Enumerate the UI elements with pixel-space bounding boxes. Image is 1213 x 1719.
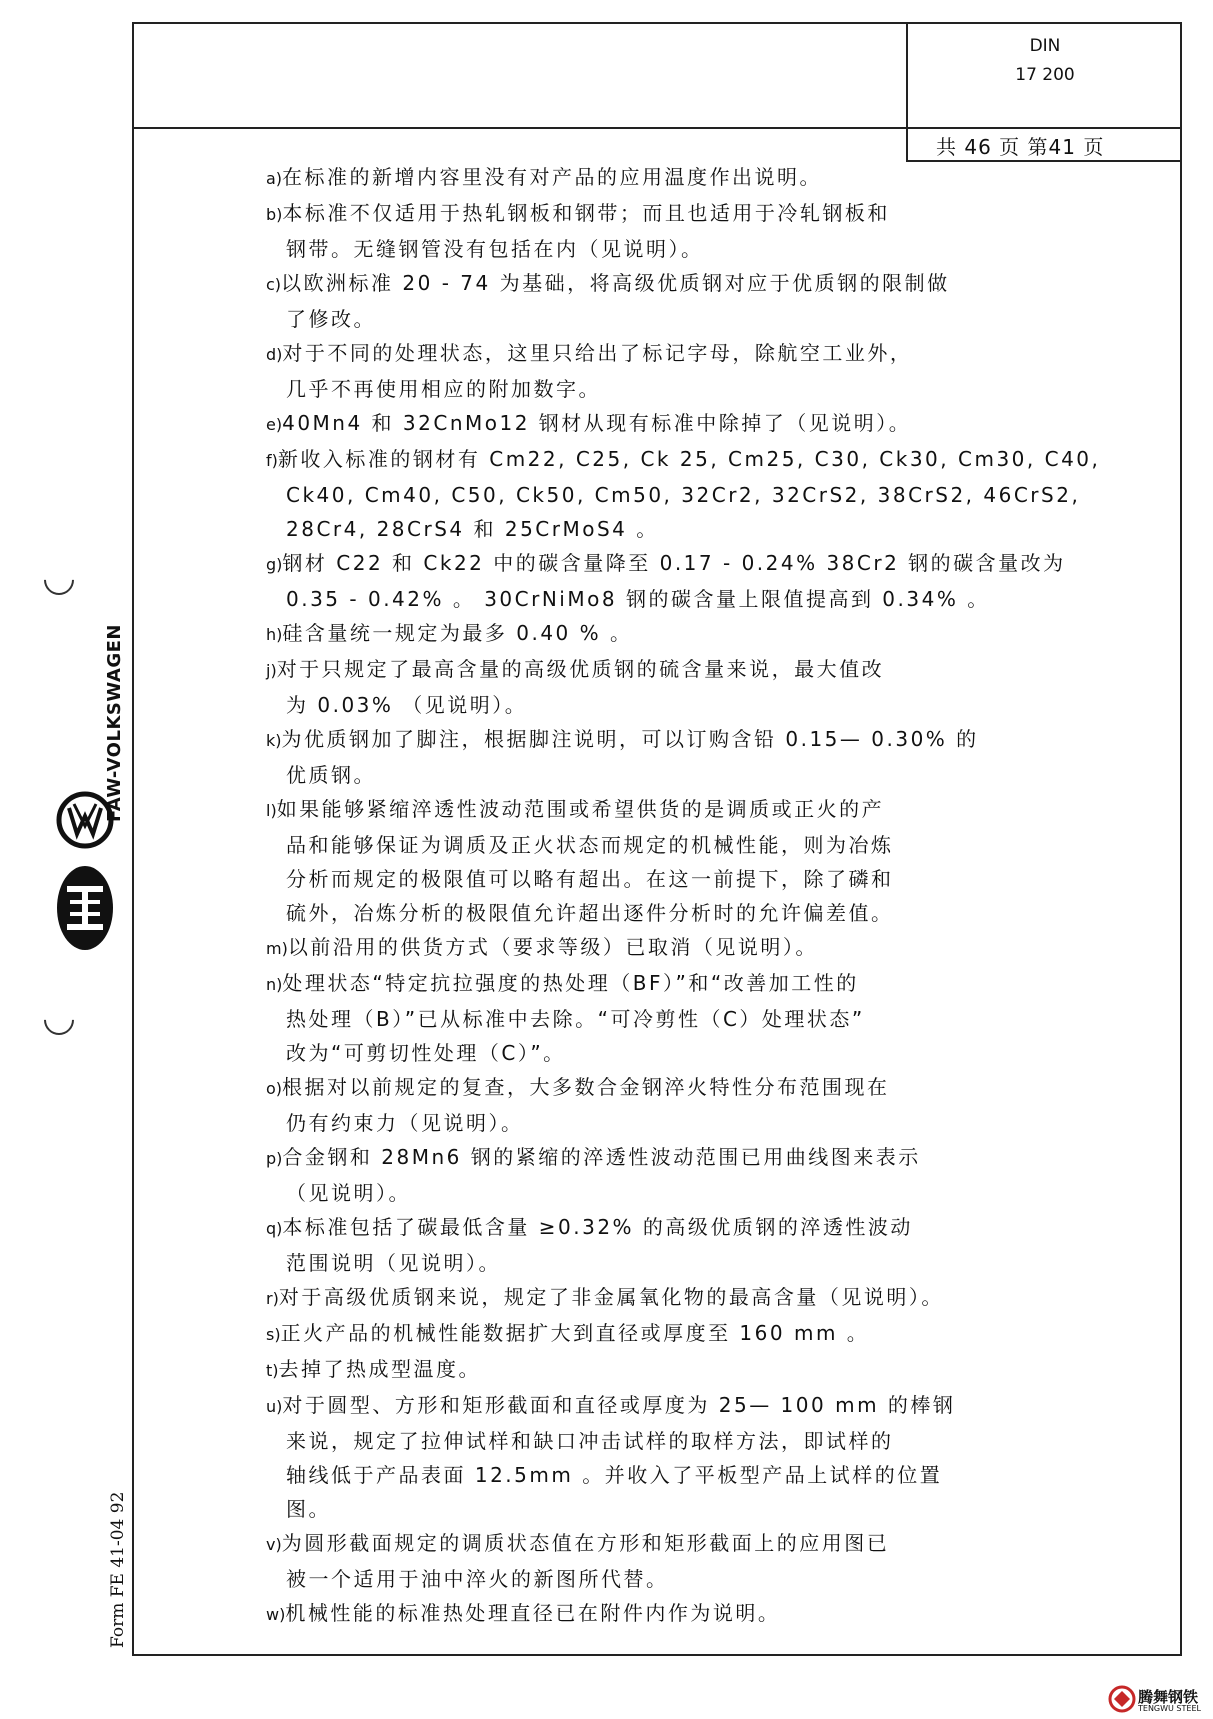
item-label: g) [266, 555, 283, 574]
item-first-line [266, 792, 1066, 828]
standard-line-2: 17 200 [1015, 65, 1075, 85]
punch-hole-bottom [38, 999, 80, 1041]
form-number: Form FE 41-04 92 [108, 1491, 128, 1648]
item-continuation-line [266, 862, 1066, 896]
list-item [266, 1596, 1066, 1632]
item-label: n) [266, 975, 283, 994]
item-text: 对于高级优质钢来说，规定了非金属氧化物的最高含量（见说明）。 [278, 1285, 944, 1309]
item-text: 被一个适用于油中淬火的新图所代替。 [286, 1567, 669, 1591]
item-continuation-line [266, 1036, 1066, 1070]
item-label: p) [266, 1149, 283, 1168]
item-first-line [266, 1210, 1066, 1246]
item-continuation-line [266, 1246, 1066, 1280]
item-text: 优质钢。 [286, 763, 376, 787]
item-first-line [266, 1596, 1066, 1632]
item-continuation-line [266, 1424, 1066, 1458]
list-item [266, 546, 1066, 616]
list-item [266, 336, 1066, 406]
item-first-line [266, 196, 1066, 232]
item-first-line [266, 266, 1066, 302]
item-first-line [266, 1352, 1066, 1388]
item-text: 分析而规定的极限值可以略有超出。在这一前提下，除了磷和 [286, 867, 894, 891]
item-continuation-line [266, 232, 1066, 266]
item-text: 范围说明（见说明）。 [286, 1251, 501, 1275]
list-item [266, 1280, 1066, 1316]
item-label: o) [266, 1079, 283, 1098]
list-item [266, 616, 1066, 652]
item-label: v) [266, 1535, 282, 1554]
item-text: 机械性能的标准热处理直径已在附件内作为说明。 [285, 1601, 781, 1625]
item-text: Ck40, Cm40, C50, Ck50, Cm50, 32Cr2, 32CrS2, 38CrS2, 46CrS2, [286, 483, 1081, 507]
list-item [266, 652, 1066, 722]
item-label: s) [266, 1325, 281, 1344]
item-text: 为 0.03% （见说明）。 [286, 693, 528, 717]
item-text: 根据对以前规定的复查，大多数合金钢淬火特性分布范围现在 [282, 1075, 890, 1099]
item-text: 40Mn4 和 32CnMo12 钢材从现有标准中除掉了（见说明）。 [282, 411, 912, 435]
standard-number [908, 32, 1182, 90]
standard-box [906, 24, 1182, 127]
item-label: a) [266, 169, 283, 188]
item-first-line [266, 1280, 1066, 1316]
item-first-line [266, 930, 1066, 966]
list-item [266, 1316, 1066, 1352]
item-first-line [266, 160, 1066, 196]
page-info: 共 46 页 第41 页 [936, 135, 1105, 159]
page-counter-box [906, 127, 1182, 162]
item-text: 对于圆型、方形和矩形截面和直径或厚度为 25— 100 mm 的棒钢 [282, 1393, 956, 1417]
brand-name: FAW-VOLKSWAGEN [104, 624, 125, 822]
item-text: 硫外，冶炼分析的极限值允许超出逐件分析时的允许偏差值。 [286, 901, 894, 925]
list-item [266, 1210, 1066, 1280]
list-item [266, 266, 1066, 336]
item-continuation-line [266, 512, 1066, 546]
item-first-line [266, 652, 1066, 688]
item-label: q) [266, 1219, 283, 1238]
item-continuation-line [266, 1106, 1066, 1140]
item-text: 处理状态“特定抗拉强度的热处理（BF）”和“改善加工性的 [282, 971, 859, 995]
item-text: 如果能够紧缩淬透性波动范围或希望供货的是调质或正火的产 [276, 797, 885, 821]
item-text: 去掉了热成型温度。 [278, 1357, 482, 1381]
item-first-line [266, 406, 1066, 442]
item-first-line [266, 1140, 1066, 1176]
item-text: 仍有约束力（见说明）。 [286, 1111, 524, 1135]
list-item [266, 406, 1066, 442]
item-text: 钢带。无缝钢管没有包括在内（见说明）。 [286, 237, 704, 261]
item-text: 改为“可剪切性处理（C）”。 [286, 1041, 566, 1065]
list-item [266, 722, 1066, 792]
list-item [266, 1352, 1066, 1388]
item-text: 以前沿用的供货方式（要求等级）已取消（见说明）。 [287, 935, 818, 959]
item-first-line [266, 442, 1101, 478]
item-text: 正火产品的机械性能数据扩大到直径或厚度至 160 mm 。 [280, 1321, 870, 1345]
footer-brand-name: 腾舞钢铁 [1138, 1688, 1199, 1706]
item-text: 图。 [286, 1497, 331, 1521]
item-label: l) [266, 801, 277, 820]
item-first-line [266, 722, 1066, 758]
item-text: 来说，规定了拉伸试样和缺口冲击试样的取样方法，即试样的 [286, 1429, 894, 1453]
item-text: 了修改。 [286, 307, 376, 331]
item-continuation-line [266, 582, 1066, 616]
item-label: f) [266, 451, 278, 470]
item-continuation-line [266, 758, 1066, 792]
item-text: 在标准的新增内容里没有对产品的应用温度作出说明。 [282, 165, 823, 189]
item-first-line [266, 1388, 1066, 1424]
item-text: 几乎不再使用相应的附加数字。 [286, 377, 601, 401]
item-text: 为优质钢加了脚注，根据脚注说明，可以订购含铅 0.15— 0.30% 的 [281, 727, 979, 751]
item-label: d) [266, 345, 283, 364]
item-label: t) [266, 1361, 279, 1380]
item-label: m) [266, 939, 288, 958]
item-label: h) [266, 625, 283, 644]
item-text: 轴线低于产品表面 12.5mm 。并收入了平板型产品上试样的位置 [286, 1463, 943, 1487]
punch-hole-top [38, 559, 80, 601]
list-item [266, 1140, 1066, 1210]
list-item [266, 930, 1066, 966]
list-item [266, 442, 1101, 546]
item-label: r) [266, 1289, 279, 1308]
item-text: 为圆形截面规定的调质状态值在方形和矩形截面上的应用图已 [281, 1531, 890, 1555]
item-continuation-line [266, 896, 1066, 930]
item-text: （见说明）。 [286, 1181, 411, 1205]
list-item [266, 196, 1066, 266]
item-text: 对于不同的处理状态，这里只给出了标记字母，除航空工业外， [282, 341, 913, 365]
item-label: c) [266, 275, 282, 294]
item-text: 新收入标准的钢材有 Cm22, C25, Ck 25, Cm25, C30, Ck30, Cm30, C40, [277, 447, 1101, 471]
list-item [266, 1388, 1066, 1526]
item-continuation-line [266, 828, 1066, 862]
item-first-line [266, 616, 1066, 652]
item-text: 以欧洲标准 20 - 74 为基础，将高级优质钢对应于优质钢的限制做 [281, 271, 950, 295]
item-text: 品和能够保证为调质及正火状态而规定的机械性能，则为冶炼 [286, 833, 894, 857]
item-continuation-line [266, 688, 1066, 722]
item-first-line [266, 336, 1066, 372]
item-continuation-line [266, 1562, 1066, 1596]
list-item [266, 1070, 1066, 1140]
item-text: 28Cr4, 28CrS4 和 25CrMoS4 。 [286, 517, 659, 541]
item-first-line [266, 1526, 1066, 1562]
item-label: k) [266, 731, 282, 750]
item-text: 本标准不仅适用于热轧钢板和钢带；而且也适用于冷轧钢板和 [282, 201, 890, 225]
standard-line-1: DIN [1029, 36, 1061, 56]
item-text: 本标准包括了碳最低含量 ≥0.32% 的高级优质钢的淬透性波动 [282, 1215, 913, 1239]
list-item [266, 160, 1066, 196]
item-label: w) [266, 1605, 286, 1624]
item-continuation-line [266, 1002, 1066, 1036]
list-item [266, 1526, 1066, 1596]
item-label: u) [266, 1397, 283, 1416]
item-continuation-line [266, 1176, 1066, 1210]
item-continuation-line [266, 1458, 1066, 1492]
list-item [266, 792, 1066, 930]
footer-brand-sub: TENGWU STEEL [1138, 1704, 1201, 1713]
item-text: 对于只规定了最高含量的高级优质钢的硫含量来说，最大值改 [276, 657, 885, 681]
item-continuation-line [266, 372, 1066, 406]
item-first-line [266, 546, 1066, 582]
item-text: 硅含量统一规定为最多 0.40 % 。 [282, 621, 633, 645]
list-item [266, 966, 1066, 1070]
item-continuation-line [266, 1492, 1066, 1526]
item-first-line [266, 1316, 1066, 1352]
item-text: 钢材 C22 和 Ck22 中的碳含量降至 0.17 - 0.24% 38Cr2 钢的碳含量改为 [282, 551, 1066, 575]
change-list [266, 160, 1101, 1632]
item-label: b) [266, 205, 283, 224]
item-text: 热处理（B）”已从标准中去除。“可冷剪性（C）处理状态” [286, 1007, 865, 1031]
item-first-line [266, 1070, 1066, 1106]
item-continuation-line [266, 302, 1066, 336]
item-label: e) [266, 415, 283, 434]
item-label: j) [266, 661, 277, 680]
tengwu-logo-icon [1108, 1685, 1138, 1713]
item-text: 0.35 - 0.42% 。 30CrNiMo8 钢的碳含量上限值提高到 0.34% 。 [286, 587, 990, 611]
item-text: 合金钢和 28Mn6 钢的紧缩的淬透性波动范围已用曲线图来表示 [282, 1145, 921, 1169]
item-continuation-line [266, 478, 1081, 512]
item-first-line [266, 966, 1066, 1002]
